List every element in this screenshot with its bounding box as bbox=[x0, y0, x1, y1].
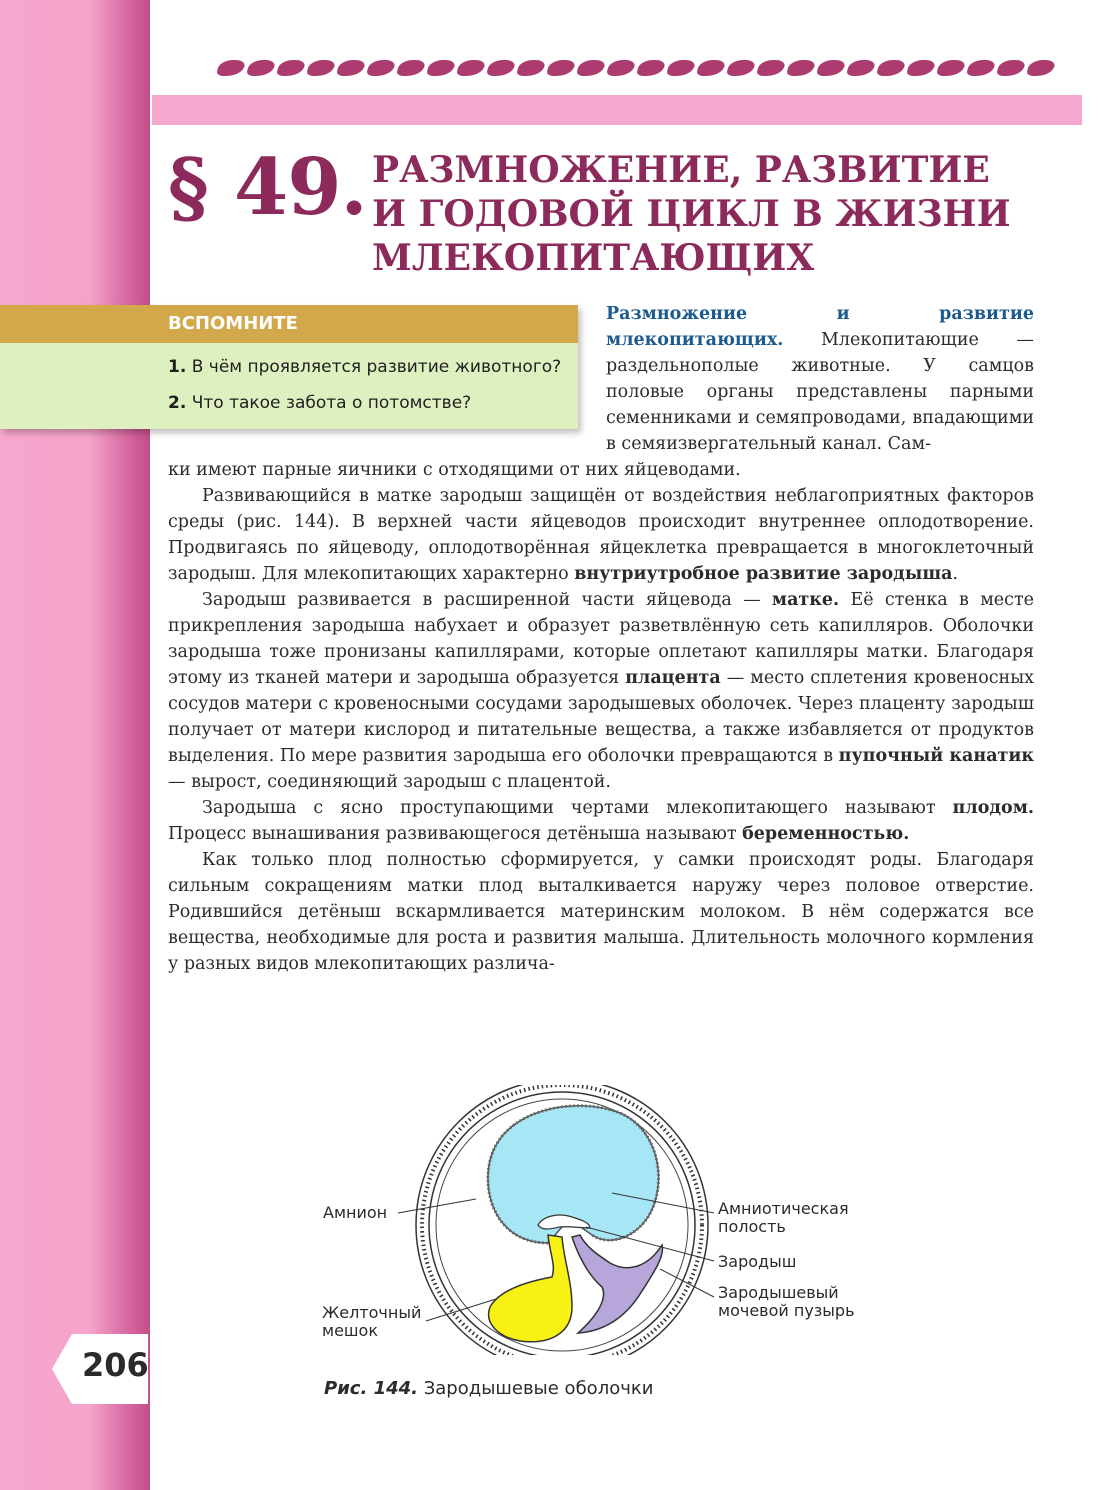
section-heading: Размножение и развитие млекопитающих. bbox=[606, 304, 1034, 350]
term: пупочный канатик bbox=[838, 746, 1034, 766]
label-embryo: Зародыш bbox=[718, 1252, 797, 1271]
decorative-animal-strip bbox=[218, 60, 1088, 86]
term: плодом. bbox=[952, 798, 1034, 818]
recall-box bbox=[0, 305, 578, 429]
figure-144 bbox=[310, 1085, 890, 1355]
header-bar bbox=[152, 95, 1082, 125]
recall-question: 2. Что такое забота о потомстве? bbox=[168, 393, 472, 413]
paragraph: ки имеют парные яичники с отходящими от них яйцеводами. bbox=[168, 460, 741, 480]
label-allantois: Зародышевый мочевой пузырь bbox=[718, 1283, 855, 1320]
recall-heading: ВСПОМНИТЕ bbox=[0, 305, 578, 343]
page-number: 206 bbox=[82, 1346, 149, 1384]
label-amniotic-cavity: Амниотическая полость bbox=[718, 1199, 849, 1236]
chapter-number: § 49. bbox=[168, 142, 367, 233]
term: матке. bbox=[771, 590, 840, 610]
figure-caption bbox=[324, 1378, 653, 1399]
paragraph: Зародыш развивается в расширенной части яйцевода — матке. Её стенка в месте прикрепления зародыша набухает и образует разветвлённую сеть капилляров. Оболочки зародыша тоже пронизаны капиллярами, которые оплетают капилляры матки. Благодаря этому из тканей матери и зародыша образуется плацента — место сплетения кровеносных сосудов матери с кровеносными сосудами зародышевых оболочек. Через плаценту зародыш получает от матери кислород и питательные вещества, а также избавляется от продуктов выделения. По мере развития зародыша его оболочки превращаются в пупочный канатик — вырост, соединяющий зародыш с плацентой. bbox=[168, 590, 1035, 792]
term: беременностью. bbox=[742, 824, 910, 844]
main-text bbox=[168, 457, 1034, 977]
recall-questions bbox=[0, 343, 578, 429]
label-yolk-sac: Желточный мешок bbox=[322, 1303, 422, 1340]
term: внутриутробное развитие зародыша bbox=[574, 564, 953, 584]
paragraph: Как только плод полностью сформируется, у самки происходят роды. Благодаря сильным сокращениям матки плод выталкивается наружу через половое отверстие. Родившийся детёныш вскармливается материнским молоком. В нём содержатся все вещества, необходимые для роста и развития малыша. Длительность молочного кормления у разных видов млекопитающих различа- bbox=[168, 850, 1034, 974]
figure-caption-text: Зародышевые оболочки bbox=[423, 1378, 654, 1399]
paragraph: Развивающийся в матке зародыш защищён от воздействия неблагоприятных факторов среды (рис. 144). В верхней части яйцеводов происходит внутреннее оплодотворение. Продвигаясь по яйцеводу, оплодотворённая яйцеклетка превращается в многоклеточный зародыш. Для млекопитающих характерно внутриутробное развитие зародыша. bbox=[168, 486, 1034, 584]
paragraph: Зародыша с ясно проступающими чертами млекопитающего называют плодом. Процесс вынашивания развивающегося детёныша называют беременностью. bbox=[168, 798, 1034, 844]
page-side-band bbox=[0, 0, 150, 1490]
chapter-title-line: И ГОДОВОЙ ЦИКЛ В ЖИЗНИ bbox=[372, 193, 1011, 235]
label-amnion: Амнион bbox=[323, 1203, 388, 1222]
intro-paragraph: Размножение и развитие млекопитающих. Млекопитающие — раздельнополые животные. У самцов половые органы представлены парными семенниками и семяпроводами, впадающими в семяизвергательный канал. Сам- bbox=[606, 304, 1034, 454]
chapter-title-line: РАЗМНОЖЕНИЕ, РАЗВИТИЕ bbox=[372, 149, 990, 191]
chapter-title-line: МЛЕКОПИТАЮЩИХ bbox=[372, 237, 815, 279]
term: плацента bbox=[625, 668, 721, 688]
figure-caption-number: Рис. 144. bbox=[324, 1378, 418, 1399]
recall-question: 1. В чём проявляется развитие животного? bbox=[168, 357, 562, 377]
chapter-title bbox=[372, 148, 1011, 280]
